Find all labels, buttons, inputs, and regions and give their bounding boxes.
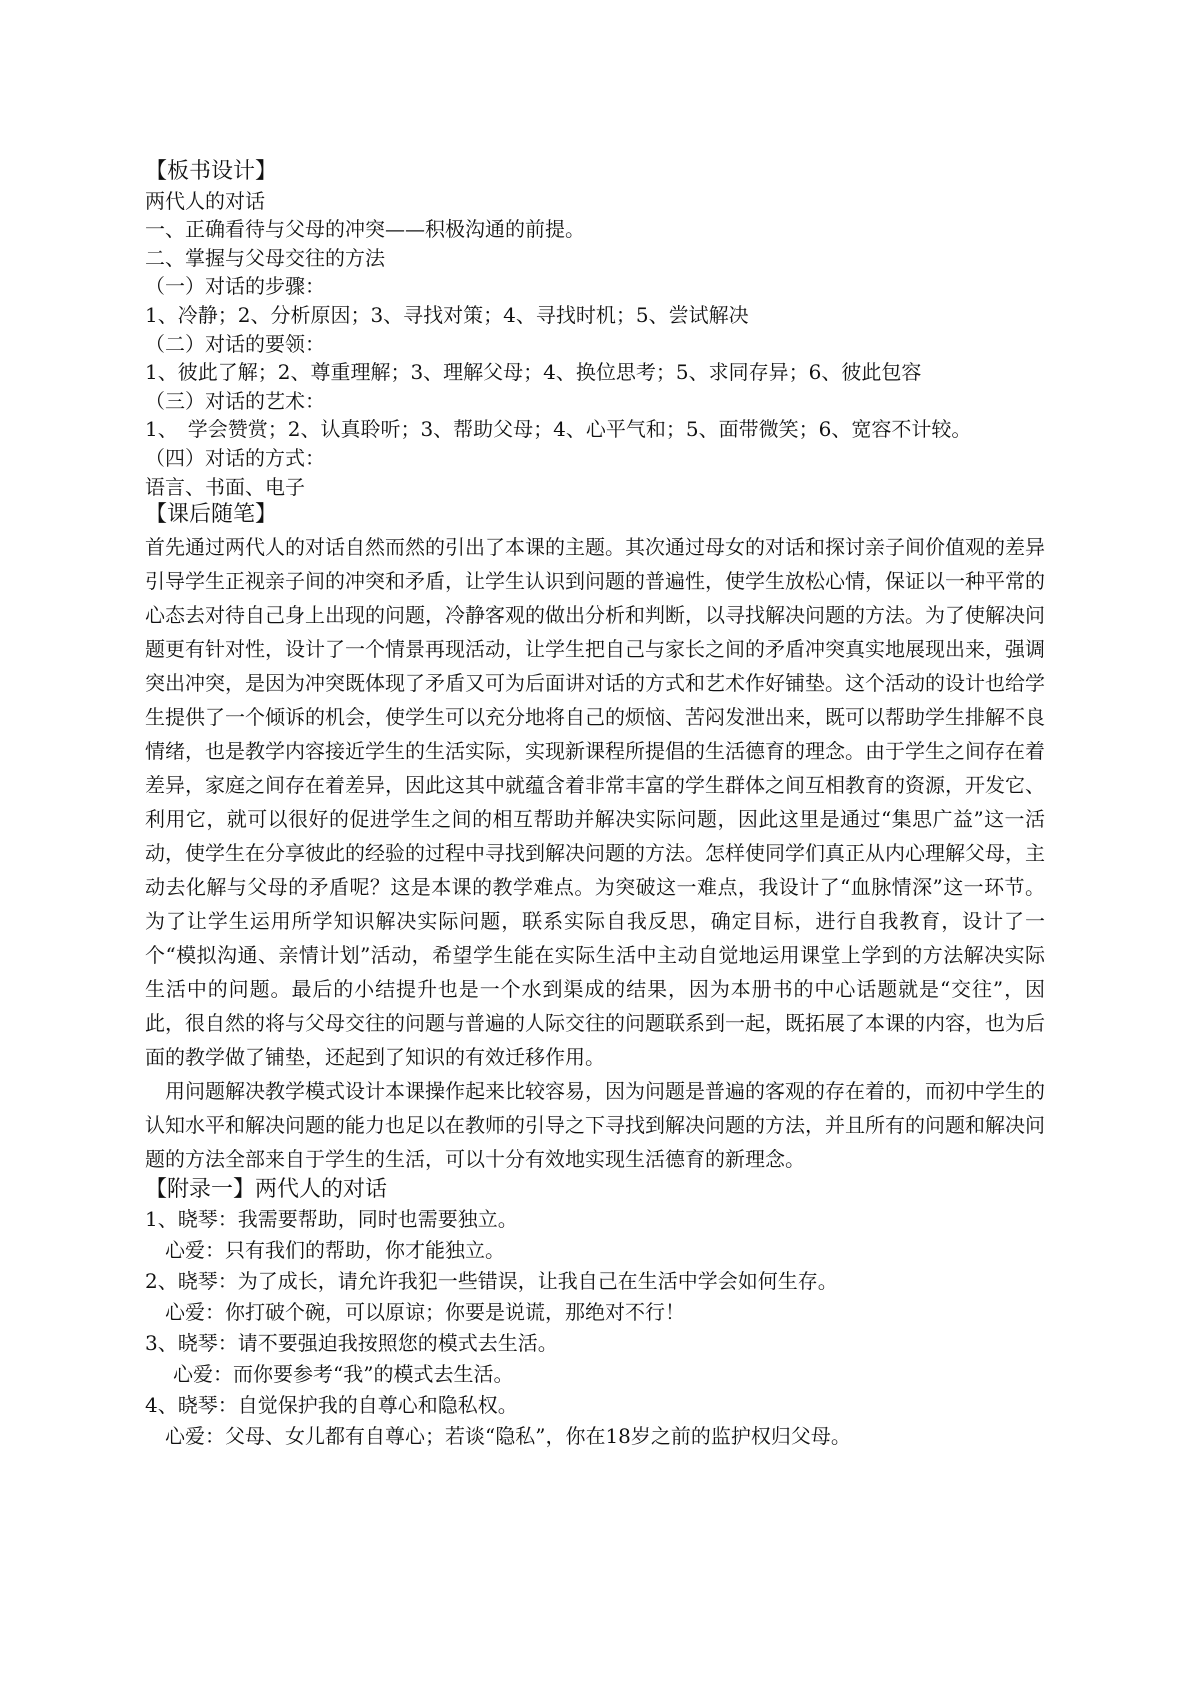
board-sub-2: （二）对话的要领： (145, 331, 325, 356)
dialogue-1-xiaoqin: 1、晓琴：我需要帮助，同时也需要独立。 (145, 1207, 518, 1232)
dialogue-2-xinai: 心爱：你打破个碗，可以原谅；你要是说谎，那绝对不行！ (165, 1300, 685, 1325)
dialogue-1-xinai: 心爱：只有我们的帮助，你才能独立。 (165, 1238, 505, 1263)
board-sub-3-text: 1、 学会赞赏；2、认真聆听；3、帮助父母；4、心平气和；5、面带微笑；6、宽容不计较。 (145, 417, 972, 442)
document-page (145, 158, 1045, 1452)
dialogue-4-xinai: 心爱：父母、女儿都有自尊心；若谈“隐私”，你在18岁之前的监护权归父母。 (165, 1424, 851, 1449)
board-point-2: 二、掌握与父母交往的方法 (145, 245, 385, 270)
board-title: 两代人的对话 (145, 188, 265, 213)
board-sub-2-text: 1、彼此了解；2、尊重理解；3、理解父母；4、换位思考；5、求同存异；6、彼此包容 (145, 360, 922, 385)
dialogue-2-xiaoqin: 2、晓琴：为了成长，请允许我犯一些错误，让我自己在生活中学会如何生存。 (145, 1269, 838, 1294)
board-sub-4-text: 语言、书面、电子 (145, 474, 305, 499)
dialogue-3-xinai: 心爱：而你要参考“我”的模式去生活。 (173, 1362, 514, 1387)
notes-paragraph-1: 首先通过两代人的对话自然而然的引出了本课的主题。其次通过母女的对话和探讨亲子间价值观的差异引导学生正视亲子间的冲突和矛盾，让学生认识到问题的普遍性，使学生放松心情，保证以一种平常的心态去对待自己身上出现的问题，冷静客观的做出分析和判断，以寻找解决问题的方法。为了使解决问题更有针对性，设计了一个情景再现活动，让学生把自己与家长之间的矛盾冲突真实地展现出来，强调突出冲突，是因为冲突既体现了矛盾又可为后面讲对话的方式和艺术作好铺垫。这个活动的设计也给学生提供了一个倾诉的机会，使学生可以充分地将自己的烦恼、苦闷发泄出来，既可以帮助学生排解不良情绪，也是教学内容接近学生的生活实际，实现新课程所提倡的生活德育的理念。由于学生之间存在着差异，家庭之间存在着差异，因此这其中就蕴含着非常丰富的学生群体之间互相教育的资源，开发它、利用它，就可以很好的促进学生之间的相互帮助并解决实际问题，因此这里是通过“集思广益”这一活动，使学生在分享彼此的经验的过程中寻找到解决问题的方法。怎样使同学们真正从内心理解父母，主动去化解与父母的矛盾呢？这是本课的教学难点。为突破这一难点，我设计了“血脉情深”这一环节。为了让学生运用所学知识解决实际问题，联系实际自我反思，确定目标，进行自我教育，设计了一个“模拟沟通、亲情计划”活动，希望学生能在实际生活中主动自觉地运用课堂上学到的方法解决实际生活中的问题。最后的小结提升也是一个水到渠成的结果，因为本册书的中心话题就是“交往”，因此，很自然的将与父母交往的问题与普遍的人际交往的问题联系到一起，既拓展了本课的内容，也为后面的教学做了铺垫，还起到了知识的有效迁移作用。 (145, 534, 1045, 1069)
dialogue-4-xiaoqin: 4、晓琴：自觉保护我的自尊心和隐私权。 (145, 1393, 518, 1418)
appendix-heading: 【附录一】两代人的对话 (145, 1176, 388, 1202)
notes-paragraph-2: 用问题解决教学模式设计本课操作起来比较容易，因为问题是普遍的客观的存在着的，而初中学生的认知水平和解决问题的能力也足以在教师的引导之下寻找到解决问题的方法，并且所有的问题和解决问题的方法全部来自于学生的生活，可以十分有效地实现生活德育的新理念。 (145, 1078, 1045, 1171)
board-point-1: 一、正确看待与父母的冲突——积极沟通的前提。 (145, 217, 585, 242)
board-sub-1-text: 1、冷静；2、分析原因；3、寻找对策；4、寻找时机；5、尝试解决 (145, 302, 749, 327)
notes-body (145, 530, 1045, 1176)
board-sub-4: （四）对话的方式： (145, 445, 325, 470)
board-heading: 【板书设计】 (145, 159, 278, 184)
board-sub-1: （一）对话的步骤： (145, 274, 325, 299)
board-sub-3: （三）对话的艺术： (145, 388, 325, 413)
notes-heading: 【课后随笔】 (145, 502, 278, 528)
dialogue-3-xiaoqin: 3、晓琴：请不要强迫我按照您的模式去生活。 (145, 1331, 558, 1356)
